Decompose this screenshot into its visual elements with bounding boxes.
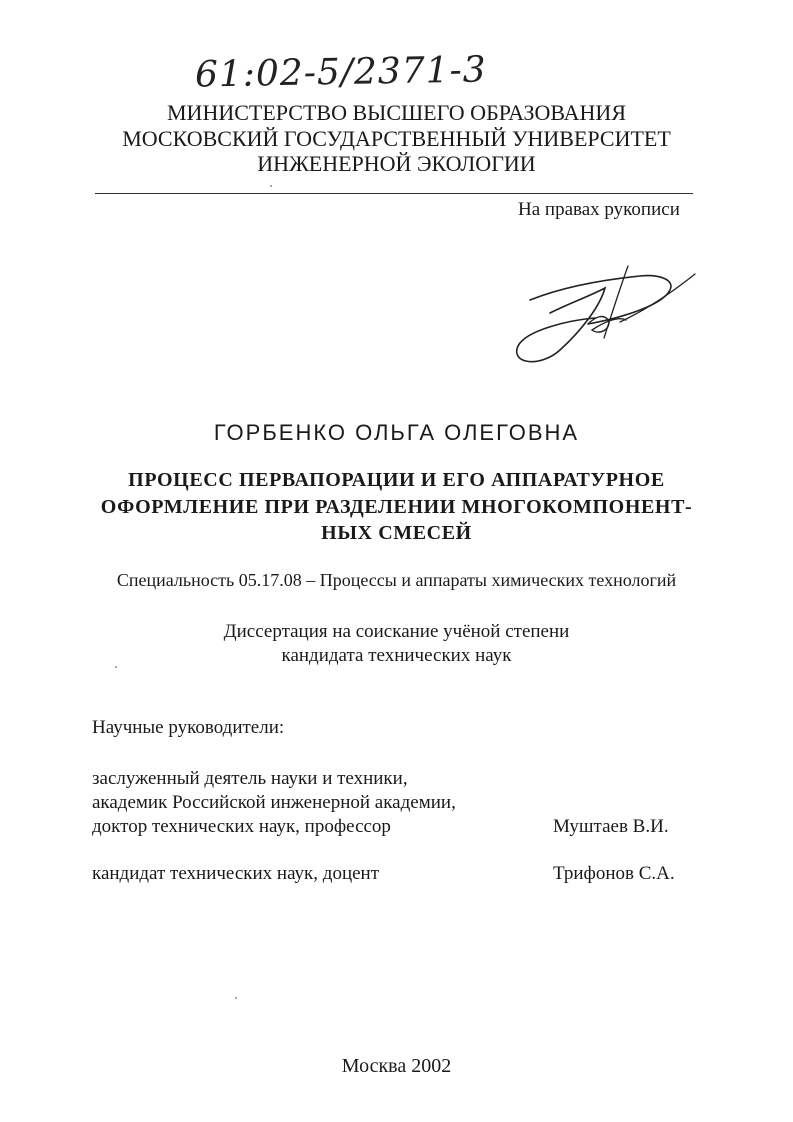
degree-line-2: кандидата технических наук <box>281 645 512 666</box>
dissertation-title-line-1: ПРОЦЕСС ПЕРВАПОРАЦИИ И ЕГО АППАРАТУРНОЕ <box>128 469 665 491</box>
author-name: ГОРБЕНКО ОЛЬГА ОЛЕГОВНА <box>213 420 580 445</box>
dissertation-title-line-2: ОФОРМЛЕНИЕ ПРИ РАЗДЕЛЕНИИ МНОГОКОМПОНЕНТ- <box>100 496 693 518</box>
specialty-line: Специальность 05.17.08 – Процессы и аппараты химических технологий <box>116 570 677 590</box>
supervisor-2-name: Трифонов С.А. <box>553 863 675 884</box>
supervisor-1-title-line-2: академик Российской инженерной академии, <box>92 792 456 813</box>
supervisor-1-title-line-3: доктор технических наук, профессор <box>92 816 391 837</box>
university-header-continued: ИНЖЕНЕРНОЙ ЭКОЛОГИИ <box>257 151 536 176</box>
supervisor-1-title-line-1: заслуженный деятель науки и техники, <box>92 768 408 789</box>
ministry-header: МИНИСТЕРСТВО ВЫСШЕГО ОБРАЗОВАНИЯ <box>167 100 626 125</box>
scan-speck <box>115 666 117 668</box>
supervisor-1-name: Муштаев В.И. <box>553 816 669 837</box>
degree-line-1: Диссертация на соискание учёной степени <box>223 621 570 642</box>
dissertation-title-line-3: НЫХ СМЕСЕЙ <box>321 522 472 544</box>
archive-code-handwritten: 61:02-5/2371-3 <box>194 49 487 96</box>
header-divider <box>95 193 693 194</box>
supervisors-heading: Научные руководители: <box>92 717 285 738</box>
city-and-year: Москва 2002 <box>341 1055 452 1077</box>
signature-icon <box>500 258 700 368</box>
manuscript-rights-label: На правах рукописи <box>518 199 680 220</box>
supervisor-2-title: кандидат технических наук, доцент <box>92 863 380 884</box>
university-header: МОСКОВСКИЙ ГОСУДАРСТВЕННЫЙ УНИВЕРСИТЕТ <box>122 126 671 151</box>
scan-speck <box>270 185 272 187</box>
scan-speck <box>235 997 237 999</box>
